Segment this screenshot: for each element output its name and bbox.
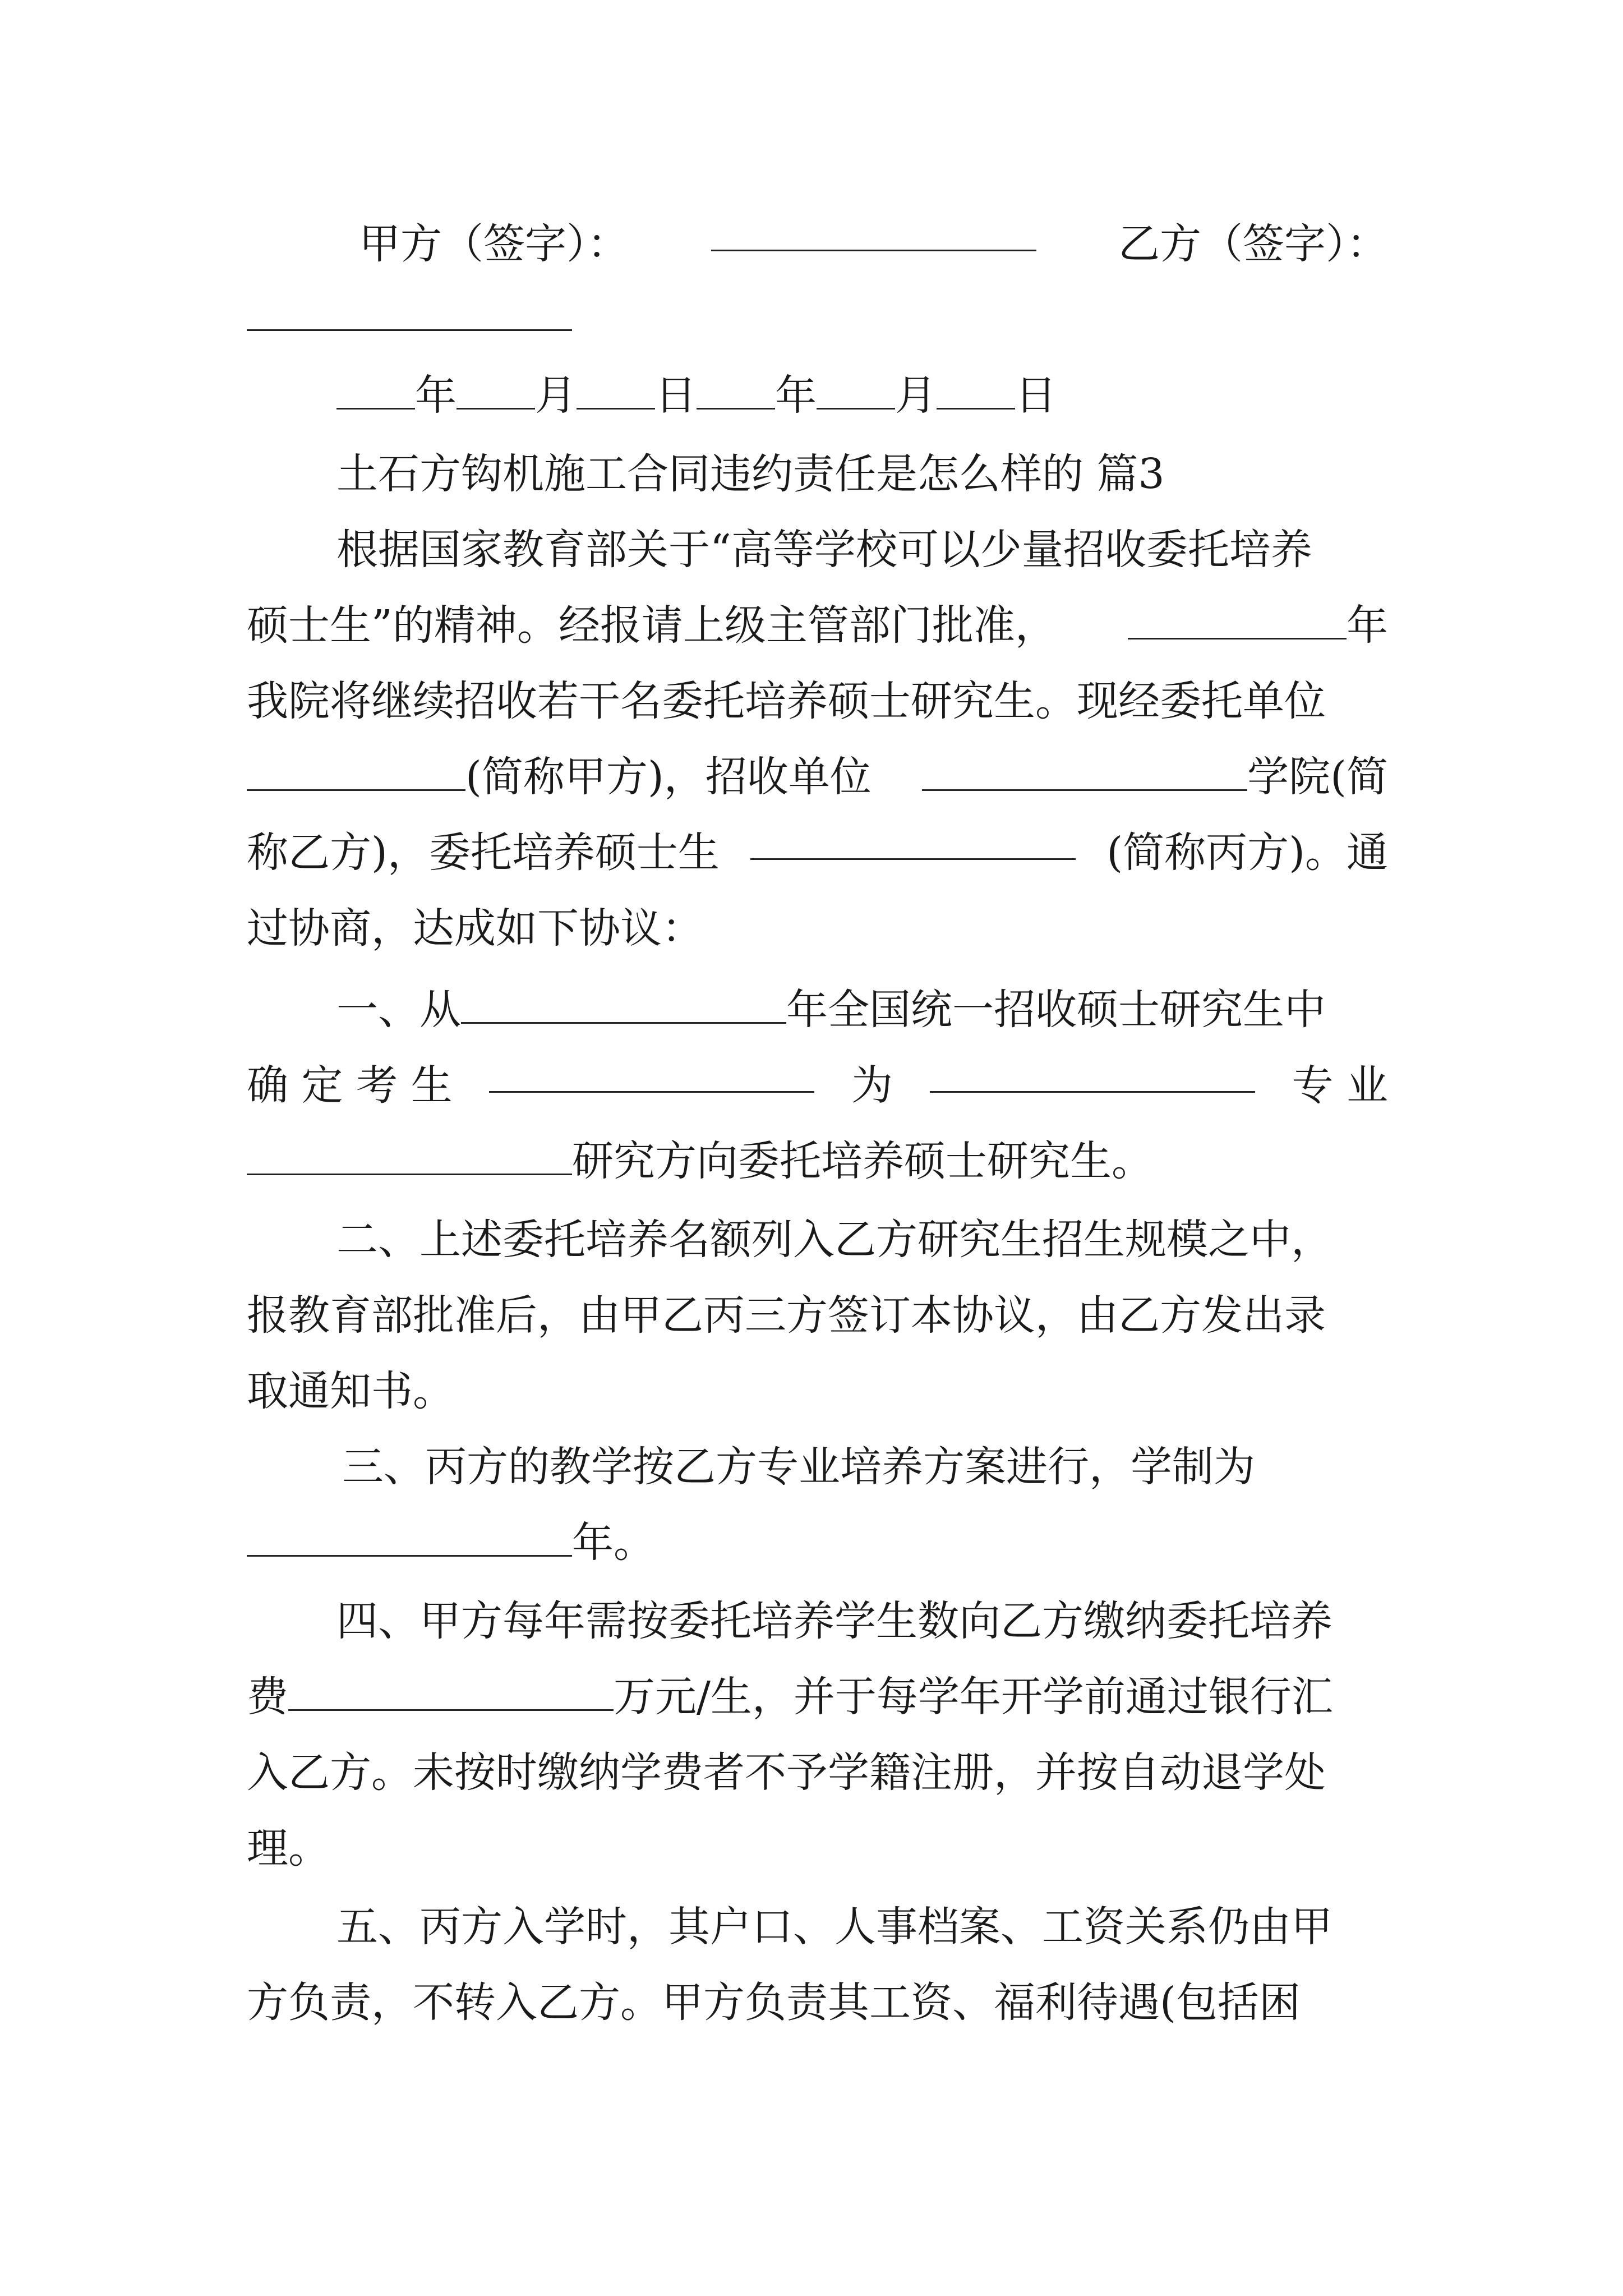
clause-4-line-4: 理。 — [247, 1824, 330, 1872]
clause-3-line-2-text: 年。 — [572, 1519, 655, 1567]
student-name-blank — [750, 825, 1076, 860]
year-label-a: 年 — [415, 371, 457, 420]
clause-1-major-label: 专 业 — [1292, 1061, 1388, 1110]
year-blank-b — [697, 374, 775, 409]
clause-4-line-1: 四、甲方每年需按委托培养学生数向乙方缴纳委托培养 — [336, 1597, 1332, 1645]
clause-1-line-3 — [247, 1133, 1388, 1189]
intro-line-2 — [247, 597, 1388, 654]
intro-line-5-tail: (简称丙方)。通 — [1106, 829, 1388, 877]
intro-line-2-text: 硕士生”的精神。经报请上级主管部门批准， — [247, 601, 1057, 650]
fee-amount-blank — [288, 1676, 614, 1711]
clause-4-fee-label: 费 — [247, 1673, 288, 1721]
clause-3-line-1: 三、丙方的教学按乙方专业培养方案进行，学制为 — [342, 1443, 1255, 1491]
month-label-b: 月 — [895, 371, 937, 420]
approval-year-blank — [1128, 604, 1347, 639]
clause-4-line-2-text: 万元/生，并于每学年开学前通过银行汇 — [614, 1673, 1333, 1721]
month-blank-b — [817, 374, 895, 409]
day-label-b: 日 — [1015, 371, 1057, 420]
candidate-name-blank — [489, 1057, 814, 1093]
clause-2-line-1: 二、上述委托培养名额列入乙方研究生招生规模之中， — [336, 1216, 1332, 1264]
intro-line-4-text: (简称甲方)，招收单位 — [465, 753, 872, 801]
approval-year-label: 年 — [1347, 601, 1388, 650]
year-label-b: 年 — [775, 371, 817, 420]
intro-line-6: 过协商，达成如下协议： — [247, 904, 703, 953]
clause-4-line-3: 入乙方。未按时缴纳学费者不予学籍注册，并按自动退学处 — [247, 1749, 1326, 1797]
day-blank-b — [937, 374, 1015, 409]
clause-4-line-2 — [247, 1669, 1388, 1725]
exam-year-blank — [461, 988, 786, 1024]
month-label-a: 月 — [535, 371, 577, 420]
major-blank — [930, 1057, 1255, 1093]
intro-line-5-text: 称乙方)，委托培养硕士生 — [247, 829, 720, 877]
intro-line-1: 根据国家教育部关于“高等学校可以少量招收委托培养 — [336, 526, 1312, 574]
party-a-signature-label: 甲方（签字）： — [359, 220, 629, 268]
month-blank-a — [457, 374, 535, 409]
clause-2-line-2: 报教育部批准后，由甲乙丙三方签订本协议，由乙方发出录 — [247, 1291, 1326, 1340]
section-heading: 土石方钩机施工合同违约责任是怎么样的 篇3 — [336, 450, 1165, 498]
clause-1-line-1-text: 年全国统一招收硕士研究生中 — [786, 986, 1326, 1034]
party-a-signature-blank — [711, 216, 1036, 251]
clause-1-prefix: 一、从 — [336, 986, 461, 1034]
clause-5-line-1: 五、丙方入学时，其户口、人事档案、工资关系仍由甲 — [336, 1903, 1332, 1951]
intro-line-4 — [247, 749, 1388, 805]
clause-1-for-label: 为 — [851, 1061, 893, 1110]
day-blank-a — [577, 374, 655, 409]
admitting-unit-blank — [922, 756, 1247, 791]
clause-1-line-2 — [247, 1057, 1388, 1114]
commissioning-unit-blank — [247, 756, 465, 791]
clause-3-line-2 — [247, 1515, 1388, 1571]
intro-line-5 — [247, 825, 1388, 881]
date-row — [336, 367, 1290, 424]
clause-5-line-2: 方负责，不转入乙方。甲方负责其工资、福利待遇(包括困 — [247, 1978, 1301, 2027]
clause-1-line-3-text: 研究方向委托培养硕士研究生。 — [572, 1137, 1153, 1185]
year-blank-a — [336, 374, 415, 409]
intro-line-3: 我院将继续招收若干名委托培养硕士研究生。现经委托单位 — [247, 677, 1326, 725]
research-direction-blank — [247, 1140, 572, 1175]
day-label-a: 日 — [655, 371, 697, 420]
study-length-blank — [247, 1521, 572, 1557]
party-b-signature-label: 乙方（签字）： — [1118, 220, 1388, 268]
clause-2-line-3: 取通知书。 — [247, 1367, 454, 1415]
signature-row — [359, 216, 1388, 272]
party-b-signature-blank — [247, 296, 572, 331]
intro-line-4-tail: 学院(简 — [1247, 753, 1388, 801]
party-b-signature-row — [247, 289, 1388, 345]
clause-1-line-1 — [336, 982, 1388, 1038]
clause-1-line-2-text: 确 定 考 生 — [247, 1061, 453, 1110]
